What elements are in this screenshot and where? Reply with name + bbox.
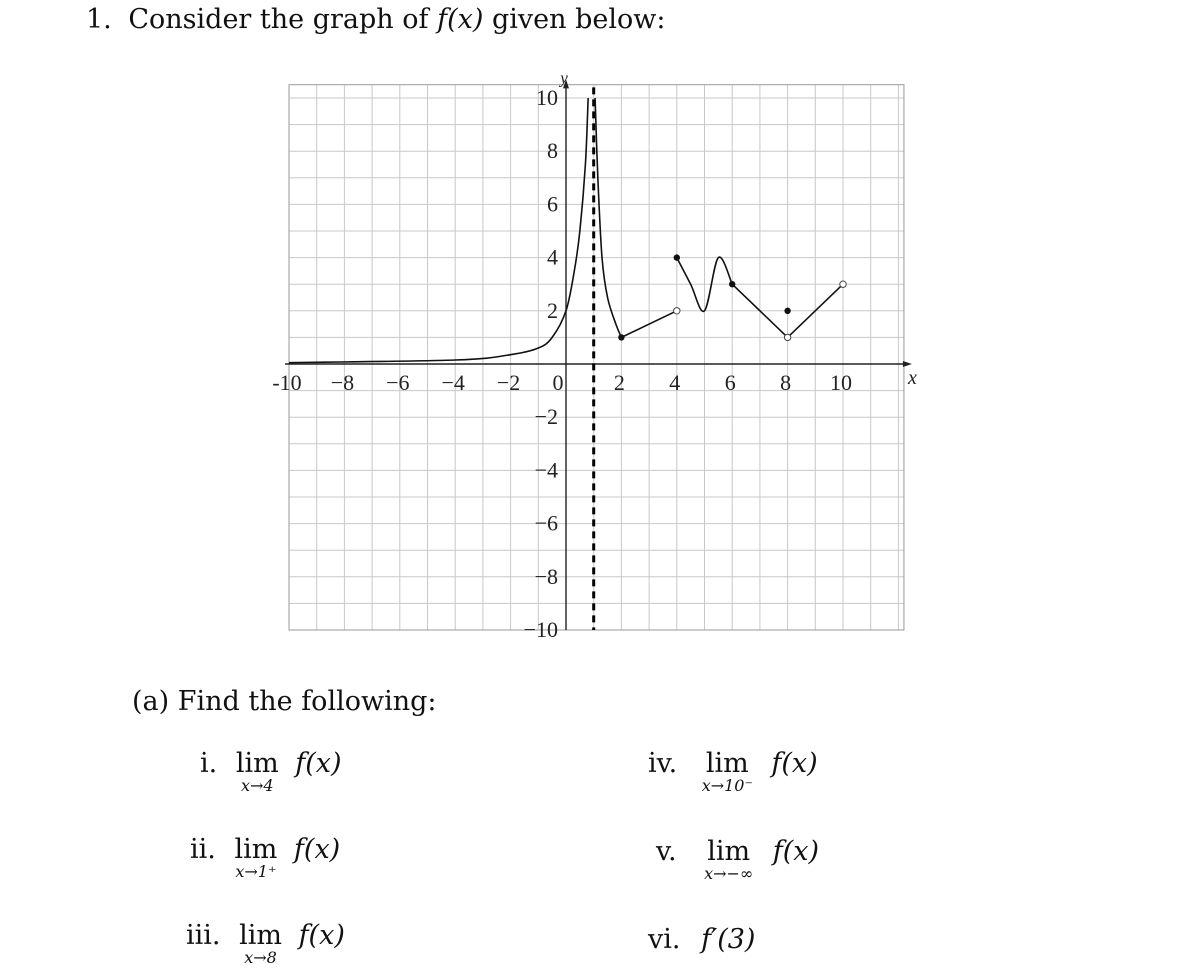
y-tick-label: 6: [547, 191, 558, 217]
x-tick-label: −8: [330, 370, 355, 395]
x-axis-label: x: [907, 367, 917, 389]
limit-expression: f(x): [772, 836, 819, 867]
problem-number: vi.: [648, 924, 681, 955]
open-point: [784, 334, 790, 340]
closed-point: [618, 334, 624, 340]
problem-number: ii.: [190, 834, 216, 865]
x-tick-label: 2: [613, 370, 625, 395]
x-tick-label: 4: [669, 370, 681, 395]
y-tick-label: 10: [536, 85, 558, 110]
curve-left-branch: [289, 98, 588, 363]
part-a-label: (a): [132, 686, 170, 717]
axes: [285, 79, 912, 630]
limit-subscript: x→8: [244, 948, 277, 967]
x-tick-label: 10: [830, 370, 852, 395]
x-tick-label: −2: [496, 370, 521, 395]
limit-word: lim: [239, 920, 282, 951]
closed-point: [729, 281, 735, 287]
question-number: 1.: [86, 4, 112, 35]
x-tick-label: −4: [441, 370, 465, 395]
y-tick-label: −6: [534, 510, 558, 536]
question-text: Consider the graph of: [128, 4, 429, 35]
problem-vi: [648, 924, 755, 955]
limit-subscript: x→10⁻: [701, 776, 753, 795]
x-tick-label: -10: [272, 370, 302, 395]
problem-number: iv.: [648, 748, 678, 779]
y-tick-label: −8: [534, 563, 558, 589]
limit-operator: [704, 836, 754, 883]
limit-word: lim: [235, 748, 279, 779]
x-tick-label: 8: [780, 370, 792, 395]
grid-lines: [289, 85, 904, 630]
limit-expression: f(x): [298, 920, 345, 951]
limit-subscript: x→4: [240, 776, 274, 795]
problem-ii: [190, 834, 341, 881]
open-point: [840, 281, 846, 287]
problem-number: v.: [656, 836, 677, 867]
limit-word: lim: [705, 748, 749, 779]
y-tick-label: −2: [534, 404, 558, 430]
closed-point: [674, 254, 680, 260]
x-tick-label: 0: [552, 370, 564, 395]
limit-word: lim: [707, 836, 751, 867]
limit-expression: f(x): [295, 748, 342, 779]
part-a: [132, 686, 436, 717]
x-tick-label: 6: [724, 370, 736, 395]
y-axis-label: y: [560, 68, 568, 88]
x-tick-label: −6: [386, 370, 410, 395]
question-function: f(x): [437, 4, 484, 35]
closed-point: [784, 308, 790, 314]
limit-operator: [239, 920, 282, 967]
problem-v: [656, 836, 819, 883]
open-point: [674, 308, 680, 314]
problem-number: iii.: [186, 920, 221, 951]
part-a-text: Find the following:: [177, 686, 437, 717]
y-tick-label: 8: [547, 138, 558, 164]
problem-number: i.: [200, 748, 218, 779]
limit-operator: [235, 748, 279, 795]
limit-expression: f(x): [771, 748, 818, 779]
y-tick-label: −4: [534, 457, 558, 483]
problem-i: [200, 748, 342, 795]
limit-expression: f(x): [293, 834, 341, 865]
limit-subscript: x→1⁺: [235, 862, 277, 881]
y-tick-label: 2: [547, 297, 558, 323]
derivative-expression: f′(3): [701, 924, 756, 955]
problem-iv: [648, 748, 818, 795]
limit-word: lim: [234, 834, 278, 865]
limit-subscript: x→−∞: [704, 864, 754, 883]
grid-border: [289, 85, 904, 630]
problem-iii: [186, 920, 345, 967]
limit-operator: [234, 834, 278, 881]
y-tick-label: −10: [523, 617, 558, 642]
question-text-end: given below:: [491, 4, 666, 35]
limit-operator: [701, 748, 753, 795]
curve-right-branch: [595, 98, 621, 337]
y-tick-label: 4: [547, 244, 558, 270]
